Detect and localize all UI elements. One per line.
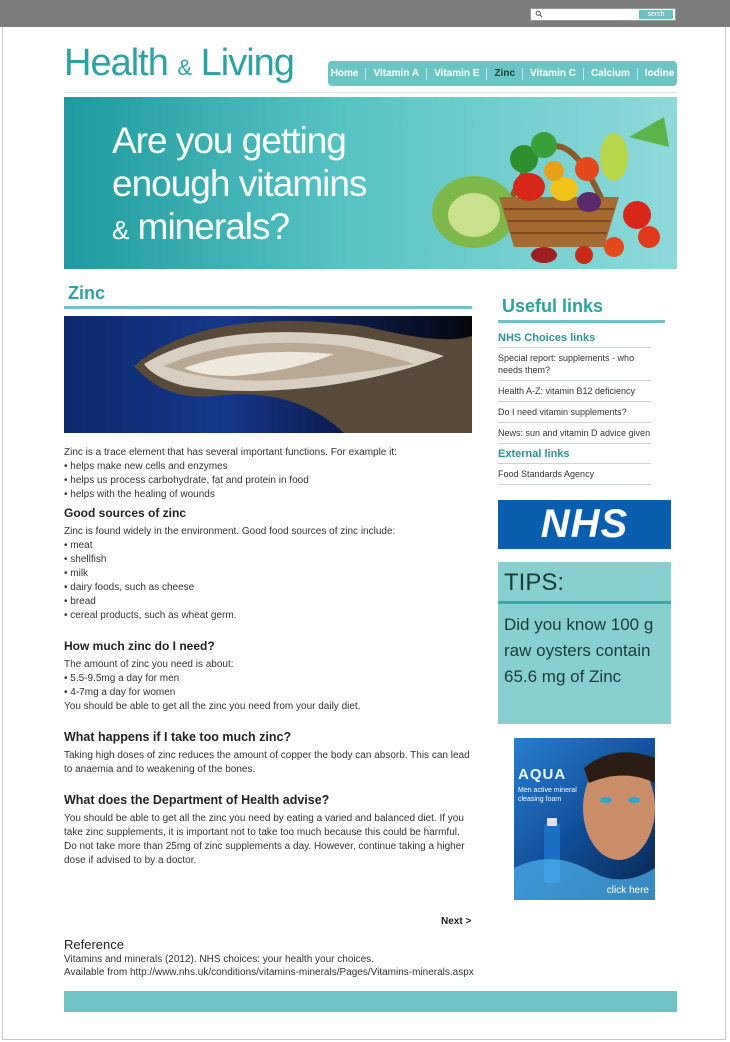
- list-item: • 5.5-9.5mg a day for men: [64, 672, 474, 686]
- oyster-illustration: [64, 316, 472, 433]
- site-logo[interactable]: [64, 42, 294, 85]
- need-footer: You should be able to get all the zinc you need from your daily diet.: [64, 701, 361, 712]
- list-item: • 4-7mg a day for women: [64, 686, 474, 700]
- list-item: • meat: [64, 539, 474, 553]
- advert-click-here[interactable]: click here: [606, 885, 649, 896]
- external-links-heading: External links: [498, 446, 651, 464]
- reference-line-1: Vitamins and minerals (2012). NHS choices: your health your choices.: [64, 954, 374, 965]
- list-item: • cereal products, such as wheat germ.: [64, 609, 474, 623]
- article-body: [64, 446, 474, 868]
- header-divider: [64, 92, 677, 93]
- reference-line-2: Available from http://www.nhs.uk/conditions/vitamins-minerals/Pages/Vitamins-minerals.aspx: [64, 967, 474, 978]
- nav-item-calcium[interactable]: Calcium: [583, 68, 637, 80]
- too-much-text: Taking high doses of zinc reduces the amount of copper the body can absorb. This can lead to anaemia and to weakening of the bones.: [64, 750, 470, 775]
- vegetable-basket-image: [404, 97, 677, 269]
- advert-tagline: Men active mineral cleasing foam: [518, 787, 577, 803]
- nhs-links-heading: NHS Choices links: [498, 330, 651, 348]
- nhs-logo[interactable]: [498, 500, 671, 549]
- banner-headline: [112, 119, 366, 252]
- need-heading: How much zinc do I need?: [64, 639, 215, 653]
- useful-links: [498, 330, 651, 485]
- nav-item-vitamin-e[interactable]: Vitamin E: [426, 68, 486, 80]
- advise-heading: What does the Department of Health advise?: [64, 793, 330, 807]
- sidebar-link-need-supplements[interactable]: Do I need vitamin supplements?: [498, 402, 651, 423]
- banner-line-3: [112, 205, 366, 252]
- reference-heading: Reference: [64, 937, 124, 952]
- nav-item-zinc[interactable]: Zinc: [486, 68, 522, 80]
- oyster-image: [64, 316, 472, 433]
- list-item: • shellfish: [64, 553, 474, 567]
- advert-face-image: [514, 738, 655, 900]
- advise-text-2: Do not take more than 25mg of zinc supplements a day. However, continue taking a higher dose if advised to by a doctor.: [64, 841, 465, 866]
- sidebar-link-b12-deficiency[interactable]: Health A-Z: vitamin B12 deficiency: [498, 381, 651, 402]
- list-item: • helps us process carbohydrate, fat and protein in food: [64, 474, 474, 488]
- tips-box: [498, 562, 671, 724]
- need-list: [64, 672, 474, 700]
- top-bar: [0, 0, 730, 27]
- banner-amp: &: [112, 215, 129, 245]
- main-nav: [328, 61, 677, 86]
- nav-item-vitamin-c[interactable]: Vitamin C: [522, 68, 583, 80]
- advert-brand: AQUA: [518, 766, 567, 783]
- sidebar-link-supplements-report[interactable]: Special report: supplements - who needs them?: [498, 348, 651, 381]
- sidebar-title: Useful links: [502, 296, 604, 316]
- sources-text: Zinc is found widely in the environment. Good food sources of zinc include:: [64, 526, 396, 537]
- intro-list: [64, 460, 474, 502]
- sources-heading: Good sources of zinc: [64, 506, 187, 520]
- advert-banner[interactable]: [514, 738, 655, 900]
- reference-section: [64, 937, 524, 979]
- nav-item-iodine[interactable]: Iodine: [637, 68, 681, 80]
- need-text: The amount of zinc you need is about:: [64, 659, 234, 670]
- list-item: • helps with the healing of wounds: [64, 488, 474, 502]
- advise-text-1: You should be able to get all the zinc you need by eating a varied and balanced diet. If you take zinc supplements, it is important not to take too much because this could be harmful.: [64, 813, 464, 838]
- title-divider: [64, 306, 472, 309]
- search-icon: [535, 10, 543, 18]
- next-link[interactable]: Next >: [441, 916, 472, 927]
- sources-list: [64, 539, 474, 623]
- footer-bar: [64, 991, 677, 1012]
- banner-line-3-text: minerals?: [137, 206, 290, 247]
- sidebar-link-food-standards[interactable]: Food Standards Agency: [498, 464, 651, 485]
- list-item: • dairy foods, such as cheese: [64, 581, 474, 595]
- nav-item-vitamin-a[interactable]: Vitamin A: [365, 68, 426, 80]
- tips-heading: TIPS:: [498, 562, 671, 604]
- page-title: Zinc: [68, 283, 106, 303]
- search-input[interactable]: [530, 8, 676, 21]
- intro-text: Zinc is a trace element that has several important functions. For example it:: [64, 447, 397, 458]
- hero-banner: [64, 97, 677, 269]
- list-item: • helps make new cells and enzymes: [64, 460, 474, 474]
- logo-word-living: Living: [200, 42, 294, 84]
- logo-word-health: Health: [64, 42, 168, 84]
- banner-line-1: Are you getting: [112, 120, 346, 161]
- tips-text: Did you know 100 g raw oysters contain 65.6 mg of Zinc: [504, 615, 654, 686]
- sidebar-link-vitamin-d-news[interactable]: News: sun and vitamin D advice given: [498, 423, 651, 444]
- search-button[interactable]: serch: [639, 10, 673, 19]
- nhs-logo-text: NHS: [540, 502, 629, 546]
- nav-item-home[interactable]: Home: [330, 67, 359, 79]
- sidebar-divider: [498, 320, 665, 323]
- list-item: • milk: [64, 567, 474, 581]
- list-item: • bread: [64, 595, 474, 609]
- banner-line-2: enough vitamins: [112, 163, 367, 204]
- too-much-heading: What happens if I take too much zinc?: [64, 730, 292, 744]
- logo-ampersand: &: [177, 55, 192, 80]
